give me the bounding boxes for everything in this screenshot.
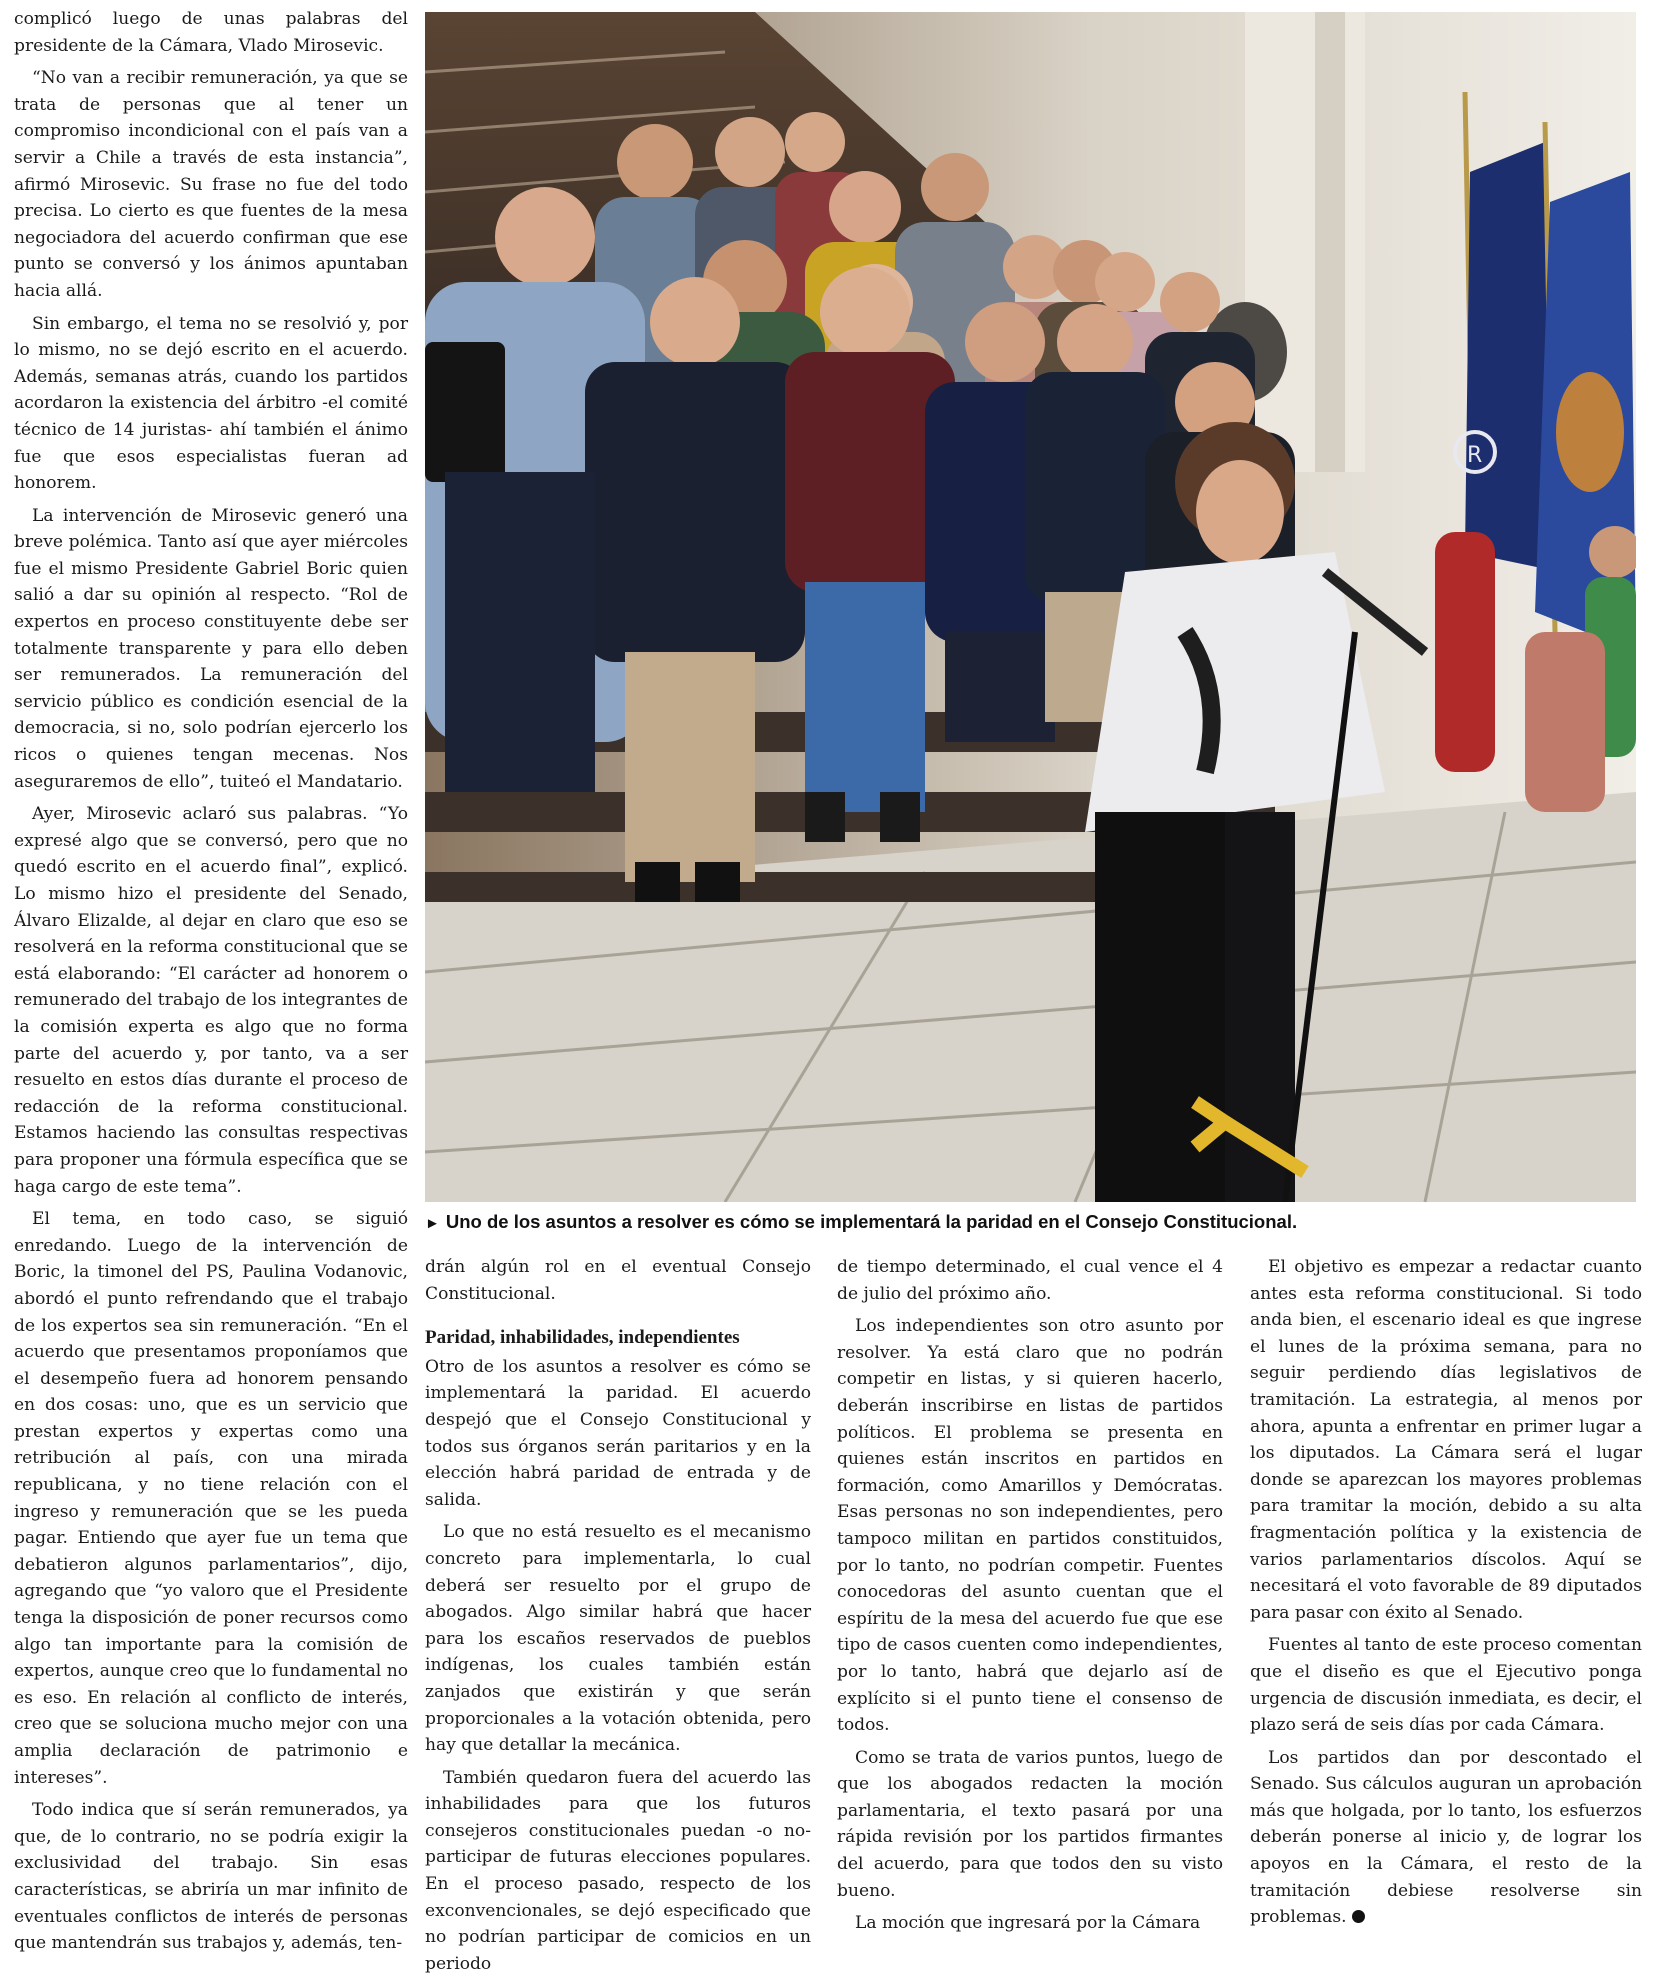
paragraph: Lo que no está resuelto es el mecanismo concreto para implementarla, lo cual deberá ser resuelto por el grupo de abogados. Algo similar habrá que hacer para los escaños reservados de pueblos indígenas, los cuales también están zanjados que existirán y que serán proporcionales a la votación obtenida, pero hay que detallar la mecánica. [425, 1522, 811, 1756]
paragraph: Todo indica que sí serán remunerados, ya que, de lo contrario, no se podría exigir la exclusividad del trabajo. Sin esas características, se abriría un mar infinito de eventuales conflictos de interés de personas que mantendrán sus trabajos y, además, ten- [14, 1800, 408, 1954]
paragraph [1250, 1745, 1642, 1931]
paragraph: Otro de los asuntos a resolver es cómo se implementará la paridad. El acuerdo despejó que el Consejo Constitucional y todos sus órganos serán paritarios y en la elección habrá paridad de entrada y de salida. [425, 1356, 811, 1510]
paragraph: Ayer, Mirosevic aclaró sus palabras. “Yo expresé algo que se conversó, pero que no quedó escrito en el acuerdo final”, explicó. Lo mismo hizo el presidente del Senado, Álvaro Elizalde, al dejar en claro que eso se resolverá en la reforma constitucional que se está elaborando: “El carácter ad honorem o remunerado del trabajo de los integrantes de la comisión experta es algo que no forma parte del acuerdo y, por tanto, va a ser resuelto en estos días durante el proceso de redacción de la reforma constitucional. Estamos haciendo las consultas respectivas para proponer una fórmula específica que se haga cargo de este tema”. [14, 804, 408, 1197]
paragraph-text: Los partidos dan por descontado el Senado. Sus cálculos auguran un aprobación más que holgada, por lo tanto, los esfuerzos deberán ponerse al inicio y, de lograr los apoyos en la Cámara, el resto de la tramitación debiese resolverse sin problemas. [1250, 1747, 1642, 1928]
photo-caption [425, 1210, 1645, 1236]
paragraph: Sin embargo, el tema no se resolvió y, por lo mismo, no se dejó escrito en el acuerdo. Además, semanas atrás, cuando los partidos acordaron la existencia del árbitro -el comité técnico de 14 juristas- ahí también el ánimo fue que esos especialistas fueran ad honorem. [14, 313, 408, 494]
article-column-4 [1250, 1254, 1642, 1937]
flag-letter: R [1467, 443, 1483, 468]
article-column-3 [837, 1254, 1223, 1943]
paragraph: de tiempo determinado, el cual vence el 4 de julio del próximo año. [837, 1257, 1223, 1304]
article-column-1 [14, 6, 408, 1963]
paragraph: La moción que ingresará por la Cámara [855, 1913, 1201, 1934]
paragraph: La intervención de Mirosevic generó una breve polémica. Tanto así que ayer miércoles fue el mismo Presidente Gabriel Boric quien salió a dar su opinión al respecto. “Rol de expertos en proceso constituyente debe ser totalmente transparente y para ello deben ser remunerados. La remuneración del servicio público es condición esencial de la democracia, si no, solo podrían ejercerlo los ricos o quienes tengan mecenas. Nos aseguraremos de ello”, tuiteó el Mandatario. [14, 505, 408, 792]
paragraph: Los independientes son otro asunto por resolver. Ya está claro que no podrán competir en listas, y si quieren hacerlo, deberán inscribirse en listas de partidos políticos. El problema se presenta en quienes están inscritos en partidos en formación, como Amarillos y Demócratas. Esas personas no son independientes, pero tampoco militan en partidos constituidos, por lo tanto, no podrían competir. Fuentes conocedoras del asunto cuentan que el espíritu de la mesa del acuerdo fue que ese tipo de casos cuenten como independientes, por lo tanto, habrá que dejarlo así de explícito si el punto tiene el consenso de todos. [837, 1316, 1223, 1736]
paragraph: complicó luego de unas palabras del presidente de la Cámara, Vlado Mirosevic. [14, 9, 408, 56]
paragraph: drán algún rol en el eventual Consejo Constitucional. [425, 1257, 811, 1304]
paragraph: También quedaron fuera del acuerdo las inhabilidades para que los futuros consejeros constitucionales puedan -o no- participar de futuras elecciones populares. En el proceso pasado, respecto de los exconvencionales, se dejó especificado que no podrían participar de comicios en un periodo [425, 1767, 811, 1974]
caption-marker-icon: ► [425, 1215, 440, 1232]
news-photo [425, 12, 1636, 1202]
paragraph: El objetivo es empezar a redactar cuanto antes esta reforma constitucional. Si todo anda bien, el escenario ideal es que ingrese el lunes de la próxima semana, para no seguir perdiendo días legislativos de tramitación. La estrategia, al menos por ahora, apunta a enfrentar en primer lugar a los diputados. La Cámara será el lugar donde se aparezcan los mayores problemas para tramitar la moción, debido a su alta fragmentación política y la existencia de varios parlamentarios díscolos. Aquí se necesitará el voto favorable de 89 diputados para pasar con éxito al Senado. [1250, 1257, 1642, 1623]
end-of-article-icon [1352, 1910, 1365, 1923]
paragraph: El tema, en todo caso, se siguió enredando. Luego de la intervención de Boric, la timonel del PS, Paulina Vodanovic, abordó el punto refrendando que el trabajo de los expertos sea sin remuneración. “En el acuerdo que presentamos proponíamos que el desempeño fuera ad honorem pensando en dos cosas: uno, que es un servicio que prestan expertos y expertas como una retribución al país, con una mirada republicana, y no tiene relación con el ingreso y remuneración que se les pueda pagar. Entiendo que ayer fue un tema que debatieron algunos parlamentarios”, dijo, agregando que “yo valoro que el Presidente tenga la disposición de poner recursos como algo tan importante para la comisión de expertos, aunque creo que lo fundamental no es eso. En relación al conflicto de interés, creo que se soluciona mucho mejor con una amplia declaración de patrimonio e intereses”. [14, 1209, 408, 1788]
article-column-2 [425, 1254, 811, 1983]
paragraph: “No van a recibir remuneración, ya que se trata de personas que al tener un compromiso incondicional con el país van a servir a Chile a través de esta instancia”, afirmó Mirosevic. Su frase no fue del todo precisa. Lo cierto es que fuentes de la mesa negociadora del acuerdo confirman que ese punto se conversó y los ánimos apuntaban hacia allá. [14, 68, 408, 301]
paragraph: Fuentes al tanto de este proceso comentan que el diseño es que el Ejecutivo ponga urgencia de discusión inmediata, es decir, el plazo será de seis días por cada Cámara. [1250, 1635, 1642, 1736]
paragraph: Como se trata de varios puntos, luego de que los abogados redacten la moción parlamentaria, el texto pasará por una rápida revisión por los partidos firmantes del acuerdo, para que todos den su visto bueno. [837, 1747, 1223, 1901]
caption-text: Uno de los asuntos a resolver es cómo se implementará la paridad en el Consejo Constitucional. [445, 1211, 1298, 1232]
section-subhead: Paridad, inhabilidades, independientes [425, 1327, 740, 1349]
